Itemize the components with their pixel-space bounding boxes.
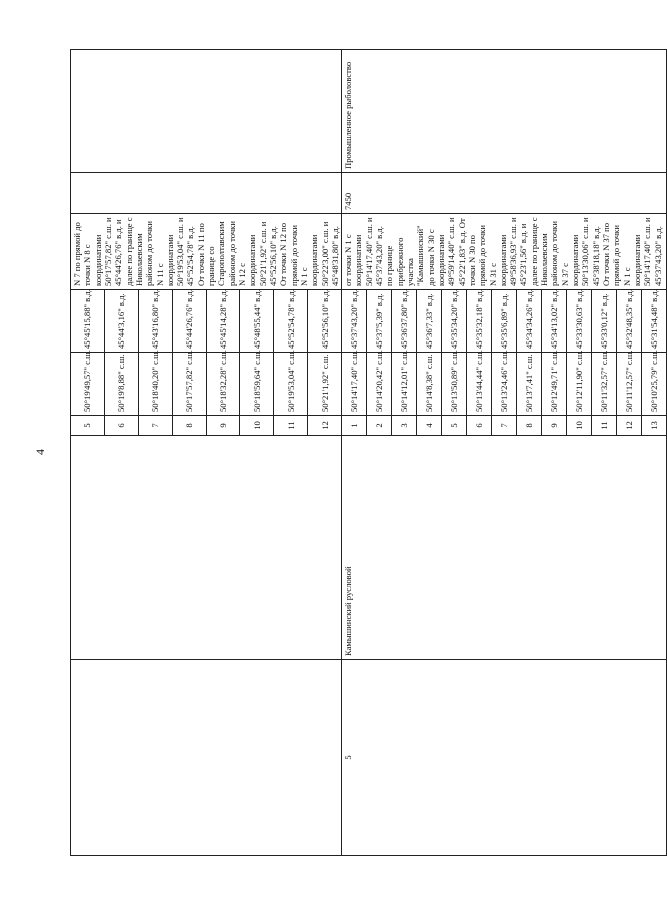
point-number: 8 — [517, 416, 542, 436]
point-number: 7 — [138, 416, 172, 436]
table-row — [71, 50, 105, 856]
coordinates-table-rotated — [70, 50, 663, 856]
latitude-cell: 50°14'20,42" с.ш. — [367, 353, 392, 416]
point-number: 5 — [71, 416, 105, 436]
longitude-cell: 45°34'34,26" в.д. — [517, 290, 542, 353]
longitude-cell: 45°44'3,16" в.д. — [104, 290, 138, 353]
latitude-cell: 50°11'12,57" с.ш. — [617, 353, 642, 416]
longitude-cell: 45°43'16,80" в.д. — [138, 290, 172, 353]
latitude-cell: 50°21'1,92" с.ш. — [308, 353, 342, 416]
latitude-cell: 50°13'50,89" с.ш. — [442, 353, 467, 416]
latitude-cell: 50°14'17,40" с.ш. — [342, 353, 367, 416]
point-number: 12 — [308, 416, 342, 436]
point-number: 7 — [492, 416, 517, 436]
point-number: 9 — [542, 416, 567, 436]
latitude-cell: 50°13'24,46" с.ш. — [492, 353, 517, 416]
empty-cell — [71, 660, 342, 856]
latitude-cell: 50°14'8,38" с.ш. — [417, 353, 442, 416]
longitude-cell: 45°37'43,20" в.д. — [342, 290, 367, 353]
latitude-cell: 50°19'53,04" с.ш. — [274, 353, 308, 416]
point-number: 4 — [417, 416, 442, 436]
latitude-cell: 50°19'49,57" с.ш. — [71, 353, 105, 416]
longitude-cell: 45°33'0,12" в.д. — [592, 290, 617, 353]
longitude-cell: 45°35'32,18" в.д. — [467, 290, 492, 353]
latitude-cell: 50°18'40,20" с.ш. — [138, 353, 172, 416]
longitude-cell: 45°52'56,10" в.д. — [308, 290, 342, 353]
longitude-cell: 45°34'13,02" в.д. — [542, 290, 567, 353]
area-cell: 7450 — [342, 173, 667, 214]
longitude-cell: 45°32'48,35" в.д. — [617, 290, 642, 353]
longitude-cell: 45°36'37,80" в.д. — [392, 290, 417, 353]
point-number: 6 — [467, 416, 492, 436]
longitude-cell: 45°36'7,33" в.д. — [417, 290, 442, 353]
point-number: 11 — [274, 416, 308, 436]
coordinates-table — [70, 49, 667, 856]
boundary-description: N 7 по прямой до точки N 8 с координатами 50°17'57,82" с.ш. и 45°44'26,76" в.д. и далее по границе с Николаевским районом до точки N 11 с координатами 50°19'53,04" с.ш. и 45°52'54,78" в.д. От точки N 11 по границе со Старополтавским районом до точки N 12 с координатами 50°21'1,92" с.ш. и 45°52'56,10" в.д. От точки N 12 по прямой до точки N 1 с координатами 50°22'3,00" с.ш. и 45°48'31,80" в.д. — [71, 214, 342, 290]
longitude-cell: 45°31'54,48" в.д. — [642, 290, 667, 353]
section-index: 5 — [342, 660, 667, 856]
longitude-cell: 45°48'55,44" в.д. — [240, 290, 274, 353]
point-number: 2 — [367, 416, 392, 436]
point-number: 11 — [592, 416, 617, 436]
latitude-cell: 50°12'11,90" с.ш. — [567, 353, 592, 416]
point-number: 1 — [342, 416, 367, 436]
point-number: 10 — [240, 416, 274, 436]
latitude-cell: 50°13'44,44" с.ш. — [467, 353, 492, 416]
table-row — [342, 50, 367, 856]
point-number: 10 — [567, 416, 592, 436]
point-number: 8 — [172, 416, 206, 436]
longitude-cell: 45°37'5,39" в.д. — [367, 290, 392, 353]
longitude-cell: 45°45'15,88" в.д. — [71, 290, 105, 353]
latitude-cell: 50°13'7,41" с.ш. — [517, 353, 542, 416]
latitude-cell: 50°11'32,57" с.ш. — [592, 353, 617, 416]
boundary-description: от точки N 1 с координатами 50°14'17,40" с.ш. и 45°37'43,20" в.д. по границе прибрежного участка "Камышинский" до точки N 30 с координатами 49°59'14,40" с.ш. и 45°22'1,83" в.д. От точки N 30 по прямой до точки N 31 с координатами 49°58'36,93" с.ш. и 45°23'1,56" в.д. и далее по границе с Николаевским районом до точки N 37 с координатами 50°13'30,06" с.ш. и 45°38'18,18" в.д. От точки N 37 по прямой до точки N 1 с координатами 50°14'17,40" с.ш. и 45°37'43,20" в.д. — [342, 214, 667, 290]
area-cell — [71, 173, 342, 214]
longitude-cell: 45°35'6,89" в.д. — [492, 290, 517, 353]
longitude-cell: 45°35'34,20" в.д. — [442, 290, 467, 353]
point-number: 3 — [392, 416, 417, 436]
latitude-cell: 50°18'32,28" с.ш. — [206, 353, 240, 416]
latitude-cell: 50°14'12,01" с.ш. — [392, 353, 417, 416]
latitude-cell: 50°19'8,88" с.ш. — [104, 353, 138, 416]
empty-cell — [71, 436, 342, 660]
longitude-cell: 45°44'26,76" в.д. — [172, 290, 206, 353]
fishing-type-cell — [71, 50, 342, 173]
latitude-cell: 50°17'57,82" с.ш. — [172, 353, 206, 416]
latitude-cell: 50°18'59,64" с.ш. — [240, 353, 274, 416]
latitude-cell: 50°10'25,79" с.ш. — [642, 353, 667, 416]
longitude-cell: 45°33'30,63" в.д. — [567, 290, 592, 353]
point-number: 5 — [442, 416, 467, 436]
site-name: Камышинский русловой — [342, 436, 667, 660]
point-number: 12 — [617, 416, 642, 436]
longitude-cell: 45°52'54,78" в.д. — [274, 290, 308, 353]
fishing-type-cell: Промышленное рыболовство — [342, 50, 667, 173]
page-number: 4 — [33, 449, 47, 455]
point-number: 6 — [104, 416, 138, 436]
point-number: 9 — [206, 416, 240, 436]
latitude-cell: 50°12'49,71" с.ш. — [542, 353, 567, 416]
longitude-cell: 45°45'14,28" в.д. — [206, 290, 240, 353]
point-number: 13 — [642, 416, 667, 436]
